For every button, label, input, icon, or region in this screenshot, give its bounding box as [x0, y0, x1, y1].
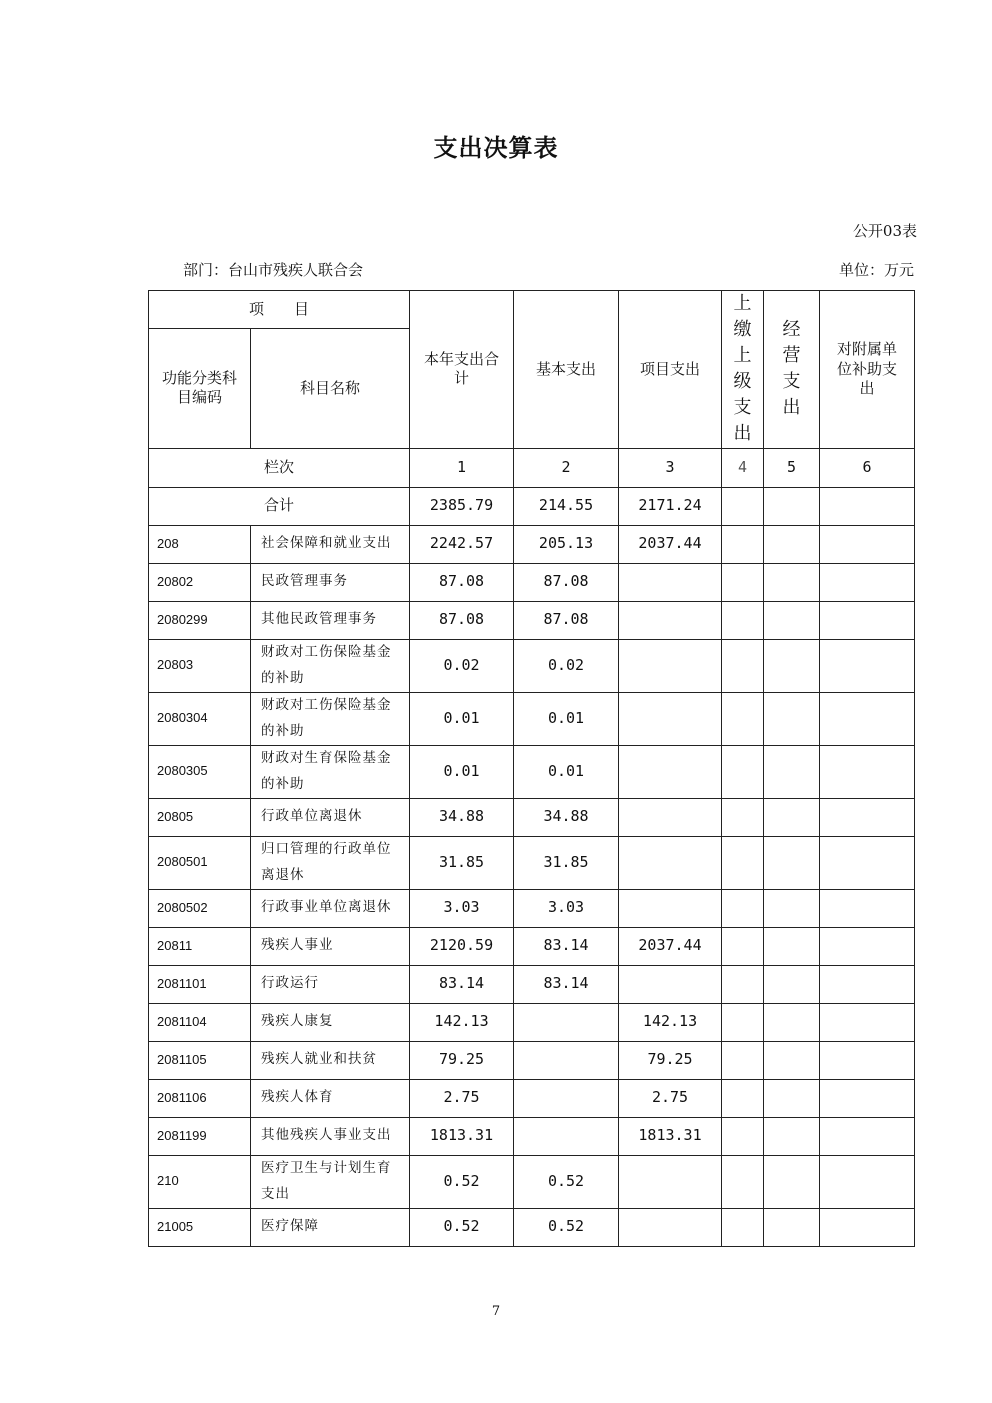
row-c1: 0.02 [410, 639, 514, 692]
row-name: 财政对工伤保险基金的补助 [251, 639, 410, 692]
total-c1: 2385.79 [410, 487, 514, 525]
table-row [149, 1155, 915, 1208]
total-label: 合计 [149, 487, 410, 525]
row-code: 2081106 [149, 1079, 251, 1117]
row-name: 其他残疾人事业支出 [251, 1117, 410, 1155]
page-number: 7 [491, 1304, 501, 1319]
row-c2: 87.08 [514, 563, 619, 601]
row-c3: 79.25 [619, 1041, 722, 1079]
row-c3 [619, 1155, 722, 1208]
row-c2 [514, 1003, 619, 1041]
row-c1: 142.13 [410, 1003, 514, 1041]
total-c5 [764, 487, 820, 525]
row-c1: 87.08 [410, 563, 514, 601]
row-code: 2080305 [149, 745, 251, 798]
row-c1: 2120.59 [410, 927, 514, 965]
table-row [149, 1003, 915, 1041]
row-c1: 1813.31 [410, 1117, 514, 1155]
col-number-4: 4 [722, 448, 764, 487]
row-name: 归口管理的行政单位离退休 [251, 836, 410, 889]
row-c3 [619, 745, 722, 798]
header-item: 项 目 [149, 291, 410, 329]
total-c6 [820, 487, 915, 525]
row-code: 20805 [149, 798, 251, 836]
table-row [149, 1041, 915, 1079]
row-c2: 34.88 [514, 798, 619, 836]
table-row [149, 692, 915, 745]
row-name: 残疾人就业和扶贫 [251, 1041, 410, 1079]
row-c1: 0.01 [410, 745, 514, 798]
table-row [149, 601, 915, 639]
table-row [149, 1117, 915, 1155]
row-c3 [619, 563, 722, 601]
row-code: 2080304 [149, 692, 251, 745]
table-row [149, 525, 915, 563]
header-total-expenditure: 本年支出合计 [410, 291, 514, 449]
row-c1: 0.52 [410, 1155, 514, 1208]
row-name: 财政对工伤保险基金的补助 [251, 692, 410, 745]
row-code: 2081199 [149, 1117, 251, 1155]
table-row [149, 1208, 915, 1246]
row-code: 20802 [149, 563, 251, 601]
row-c3 [619, 601, 722, 639]
table-row [149, 889, 915, 927]
total-c2: 214.55 [514, 487, 619, 525]
header-basic-expenditure: 基本支出 [514, 291, 619, 449]
row-name: 残疾人体育 [251, 1079, 410, 1117]
row-c1: 2.75 [410, 1079, 514, 1117]
row-c2: 83.14 [514, 965, 619, 1003]
row-code: 2080502 [149, 889, 251, 927]
table-row [149, 798, 915, 836]
row-code: 2081104 [149, 1003, 251, 1041]
department-label: 部门：台山市残疾人联合会 [183, 261, 364, 279]
row-c2 [514, 1041, 619, 1079]
row-c1: 34.88 [410, 798, 514, 836]
row-c3 [619, 692, 722, 745]
row-c3: 2.75 [619, 1079, 722, 1117]
row-name: 行政单位离退休 [251, 798, 410, 836]
row-c1: 79.25 [410, 1041, 514, 1079]
table-row [149, 965, 915, 1003]
row-name: 医疗保障 [251, 1208, 410, 1246]
row-c1: 83.14 [410, 965, 514, 1003]
header-func-code: 功能分类科目编码 [149, 329, 251, 448]
row-c3: 2037.44 [619, 927, 722, 965]
row-c2: 0.01 [514, 692, 619, 745]
row-name: 民政管理事务 [251, 563, 410, 601]
row-code: 21005 [149, 1208, 251, 1246]
table-row [149, 563, 915, 601]
row-code: 2081101 [149, 965, 251, 1003]
row-c3 [619, 639, 722, 692]
row-name: 财政对生育保险基金的补助 [251, 745, 410, 798]
row-name: 行政事业单位离退休 [251, 889, 410, 927]
row-c3 [619, 1208, 722, 1246]
row-c2: 31.85 [514, 836, 619, 889]
row-code: 208 [149, 525, 251, 563]
row-c2: 0.01 [514, 745, 619, 798]
row-name: 残疾人事业 [251, 927, 410, 965]
row-c1: 2242.57 [410, 525, 514, 563]
row-c2 [514, 1079, 619, 1117]
header-lanci: 栏次 [149, 448, 410, 487]
row-c2: 0.52 [514, 1155, 619, 1208]
row-c1: 0.01 [410, 692, 514, 745]
row-name: 其他民政管理事务 [251, 601, 410, 639]
row-name: 医疗卫生与计划生育支出 [251, 1155, 410, 1208]
row-c2: 0.02 [514, 639, 619, 692]
row-name: 行政运行 [251, 965, 410, 1003]
page-title: 支出决算表 [433, 133, 559, 162]
row-c3 [619, 798, 722, 836]
row-name: 残疾人康复 [251, 1003, 410, 1041]
row-c3 [619, 965, 722, 1003]
row-c2: 3.03 [514, 889, 619, 927]
row-c1: 0.52 [410, 1208, 514, 1246]
total-c4 [722, 487, 764, 525]
row-c3: 2037.44 [619, 525, 722, 563]
table-row [149, 745, 915, 798]
table-row [149, 1079, 915, 1117]
row-c3: 142.13 [619, 1003, 722, 1041]
row-name: 社会保障和就业支出 [251, 525, 410, 563]
header-project-expenditure: 项目支出 [619, 291, 722, 449]
row-c1: 3.03 [410, 889, 514, 927]
total-c3: 2171.24 [619, 487, 722, 525]
table-row [149, 639, 915, 692]
row-c3 [619, 836, 722, 889]
row-c1: 31.85 [410, 836, 514, 889]
col-number-2: 2 [514, 448, 619, 487]
form-number: 公开03表 [852, 222, 917, 240]
header-remit-superior: 上缴上级支出 [722, 291, 764, 449]
row-c2: 0.52 [514, 1208, 619, 1246]
unit-label: 单位：万元 [838, 261, 914, 279]
col-number-6: 6 [820, 448, 915, 487]
row-code: 2081105 [149, 1041, 251, 1079]
header-subsidiary-subsidy: 对附属单位补助支出 [820, 291, 915, 449]
expenditure-table [148, 290, 915, 1247]
row-c3: 1813.31 [619, 1117, 722, 1155]
table-row [149, 927, 915, 965]
col-number-3: 3 [619, 448, 722, 487]
row-c2 [514, 1117, 619, 1155]
row-code: 2080501 [149, 836, 251, 889]
table-row [149, 836, 915, 889]
row-c3 [619, 889, 722, 927]
row-code: 20803 [149, 639, 251, 692]
header-subject-name: 科目名称 [251, 329, 410, 448]
col-number-1: 1 [410, 448, 514, 487]
row-c2: 83.14 [514, 927, 619, 965]
row-c2: 87.08 [514, 601, 619, 639]
row-code: 2080299 [149, 601, 251, 639]
row-code: 210 [149, 1155, 251, 1208]
col-number-5: 5 [764, 448, 820, 487]
row-code: 20811 [149, 927, 251, 965]
row-c1: 87.08 [410, 601, 514, 639]
row-c2: 205.13 [514, 525, 619, 563]
header-operating-expenditure: 经营支出 [764, 291, 820, 449]
